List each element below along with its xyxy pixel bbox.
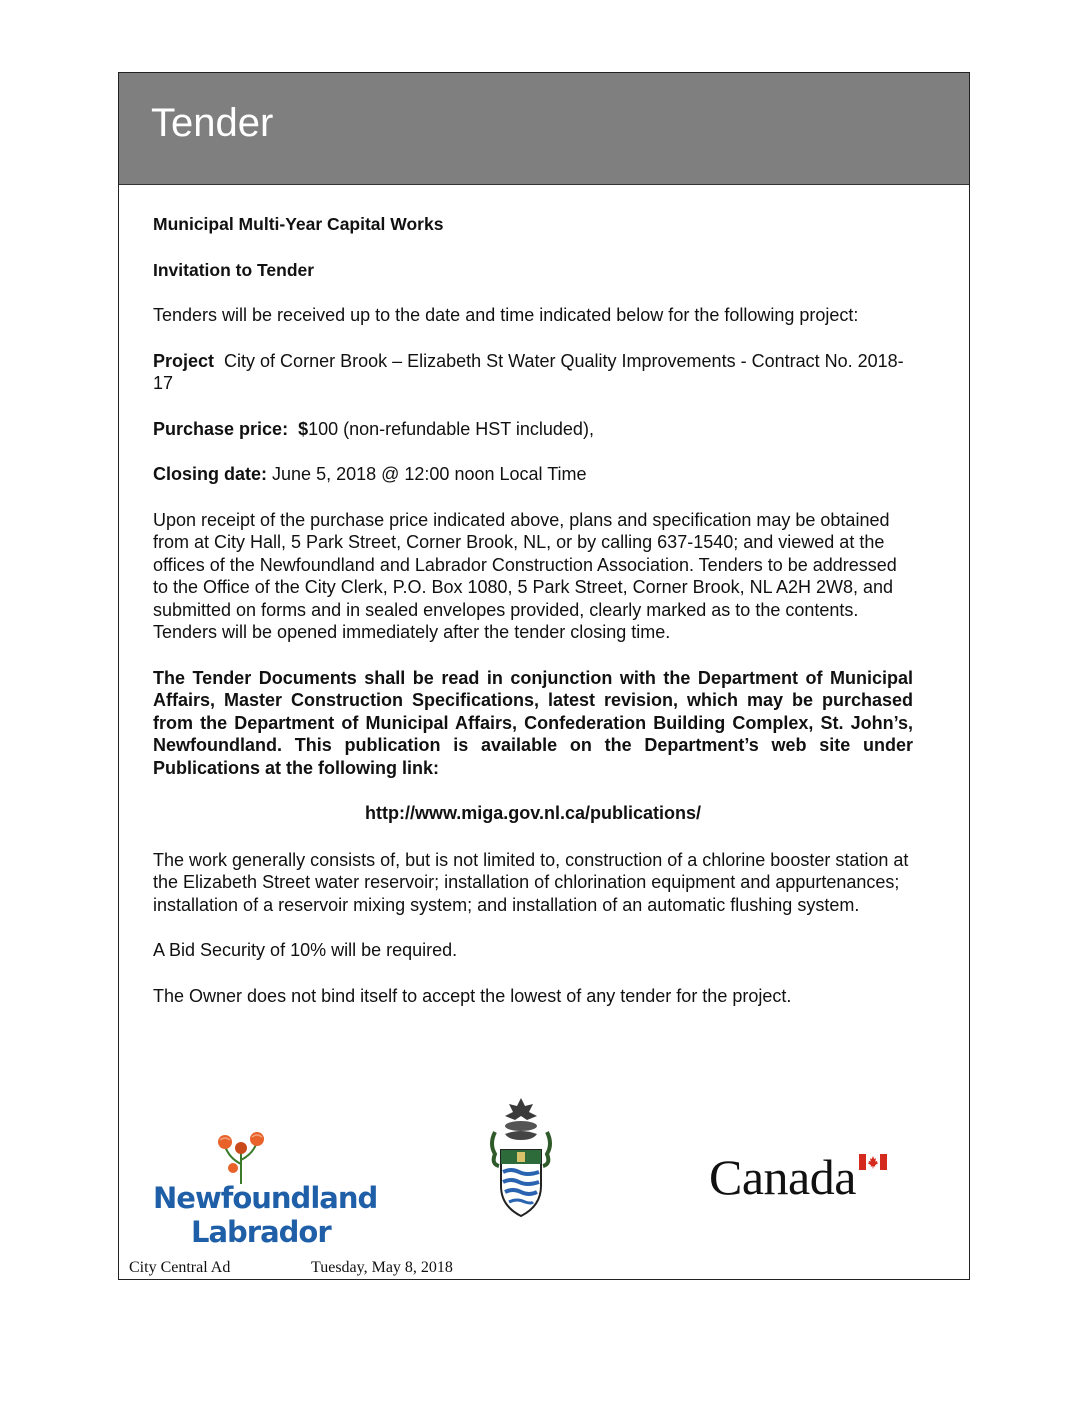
program-heading: Municipal Multi-Year Capital Works <box>153 214 444 234</box>
page-title: Tender <box>151 101 274 145</box>
canada-wordmark-text: Canada <box>709 1149 856 1205</box>
tender-header-bar <box>119 73 969 185</box>
publications-link[interactable]: http://www.miga.gov.nl.ca/publications/ <box>364 803 701 823</box>
logo-row <box>119 1088 969 1258</box>
project-label: Project <box>153 350 215 371</box>
closing-label: Closing date: <box>153 464 268 484</box>
tender-content <box>153 213 913 1030</box>
purchase-currency: $ <box>298 418 309 439</box>
canada-wordmark <box>709 1149 899 1212</box>
coat-of-arms-icon <box>481 1094 561 1224</box>
intro-text: Tenders will be received up to the date and time indicated below for the following project: <box>153 305 859 325</box>
footer-date: Tuesday, May 8, 2018 <box>311 1259 453 1276</box>
footer-publication: City Central Ad <box>129 1259 231 1276</box>
bid-security-text: A Bid Security of 10% will be required. <box>153 940 458 960</box>
closing-text: June 5, 2018 @ 12:00 noon Local Time <box>272 464 587 484</box>
owner-statement: The Owner does not bind itself to accept the lowest of any tender for the project. <box>153 985 792 1006</box>
logo-labrador-text: Labrador <box>191 1215 331 1249</box>
city-crest <box>481 1094 561 1224</box>
project-line <box>153 350 913 395</box>
maple-leaf-flag-icon <box>859 1154 887 1170</box>
work-paragraph: The work generally consists of, but is not limited to, construction of a chlorine booster station at the Elizabeth Street water reservoir; installation of chlorination equipment and appurtenances; installation of a reservoir mixing system; and installation of an automatic flushing system. <box>153 849 909 915</box>
receipt-paragraph: Upon receipt of the purchase price indicated above, plans and specification may be obtained from at City Hall, 5 Park Street, Corner Brook, NL, or by calling 637-1540; and viewed at the offices of the Newfoundland and Labrador Construction Association. Tenders to be addressed to the Office of the City Clerk, P.O. Box 1080, 5 Park Street, Corner Brook, NL A2H 2W8, and submitted on forms and in sealed envelopes provided, clearly marked as to the contents. Tenders will be opened immediately after the tender closing time. <box>153 509 897 642</box>
purchase-text: 100 (non-refundable HST included), <box>308 418 594 439</box>
documents-paragraph: The Tender Documents shall be read in conjunction with the Department of Municipal Affairs, Master Construction Specifications, latest revision, which may be purchased from the Department of Municipal Affairs, Confederation Building Complex, St. John’s, Newfoundland. This publication is available on the Department’s web site under Publications at the following link: <box>153 667 913 778</box>
pitcher-plant-icon <box>211 1128 271 1184</box>
purchase-line <box>153 418 913 441</box>
logo-newfoundland-text: Newfoundland <box>153 1181 378 1215</box>
purchase-label: Purchase price: <box>153 418 289 439</box>
closing-line <box>153 463 913 486</box>
invitation-heading: Invitation to Tender <box>153 259 315 280</box>
tender-notice-frame <box>118 72 970 1280</box>
project-text: City of Corner Brook – Elizabeth St Water Quality Improvements - Contract No. 2018-17 <box>153 350 904 393</box>
newfoundland-labrador-logo <box>153 1128 378 1249</box>
